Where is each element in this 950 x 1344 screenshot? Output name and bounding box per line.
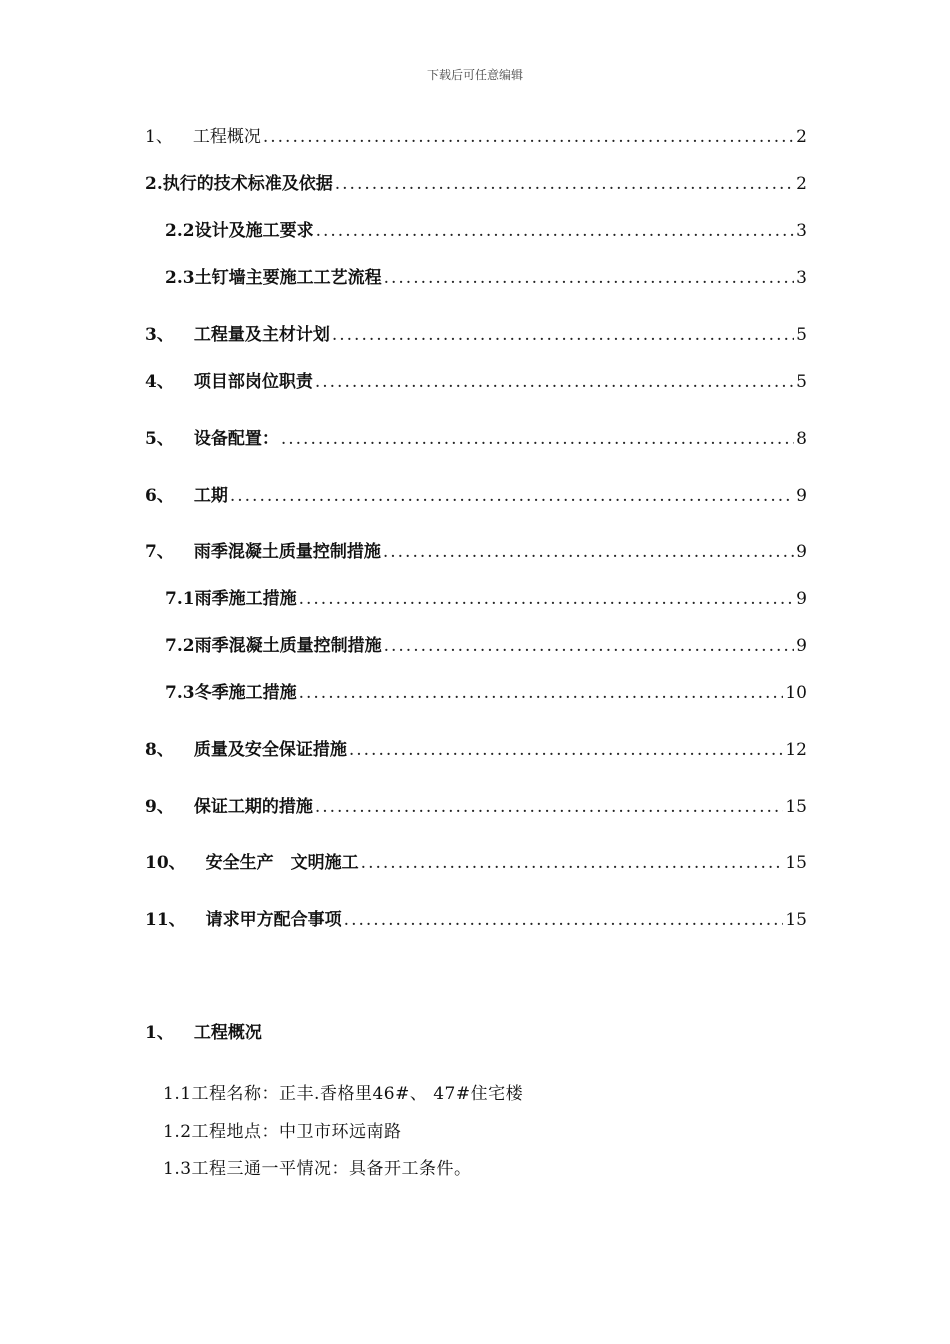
toc-entry-title: 请求甲方配合事项 bbox=[205, 910, 342, 930]
toc-entry-page-number: 9 bbox=[796, 542, 807, 562]
toc-entry-page-number: 8 bbox=[796, 429, 807, 449]
toc-entry-title: 7.2雨季混凝土质量控制措施 bbox=[165, 636, 382, 656]
toc-entry-number: 7、 bbox=[145, 542, 174, 562]
toc-entry bbox=[145, 852, 807, 874]
toc-entry bbox=[145, 909, 807, 931]
toc-entry-page-number: 15 bbox=[785, 797, 807, 817]
toc-dot-leader bbox=[230, 485, 794, 507]
toc-entry-title: 2.执行的技术标准及依据 bbox=[145, 174, 333, 194]
toc-entry bbox=[145, 485, 807, 507]
toc-entry bbox=[165, 267, 807, 289]
toc-entry-title: 工期 bbox=[193, 486, 228, 506]
toc-entry-page-number: 2 bbox=[796, 127, 807, 147]
toc-entry-title: 2.2设计及施工要求 bbox=[165, 221, 314, 241]
toc-entry-number: 9、 bbox=[145, 797, 174, 817]
toc-entry-number: 10、 bbox=[145, 853, 186, 873]
toc-entry-number: 8、 bbox=[145, 740, 174, 760]
toc-entry-title: 项目部岗位职责 bbox=[193, 372, 313, 392]
toc-entry-number: 1、 bbox=[145, 127, 173, 147]
toc-entry-title: 设备配置： bbox=[193, 429, 279, 449]
toc-entry-page-number: 9 bbox=[796, 589, 807, 609]
toc-entry-title: 保证工期的措施 bbox=[193, 797, 313, 817]
section-number: 1、 bbox=[145, 1023, 174, 1043]
page-header: 下载后可任意编辑 bbox=[426, 68, 523, 82]
toc-entry bbox=[145, 428, 807, 450]
toc-dot-leader bbox=[299, 588, 795, 610]
toc-entry-page-number: 3 bbox=[796, 221, 807, 241]
toc-entry-number: 11、 bbox=[145, 910, 186, 930]
toc-entry bbox=[145, 796, 807, 818]
toc-entry-title: 工程概况 bbox=[192, 127, 261, 147]
toc-entry-page-number: 2 bbox=[796, 174, 807, 194]
toc-entry-page-number: 9 bbox=[796, 486, 807, 506]
toc-entry-title: 安全生产 文明施工 bbox=[205, 853, 359, 873]
toc-entry-number: 6、 bbox=[145, 486, 174, 506]
toc-dot-leader bbox=[332, 324, 794, 346]
toc-entry bbox=[165, 682, 807, 704]
toc-entry-number: 5、 bbox=[145, 429, 174, 449]
toc-dot-leader bbox=[335, 173, 794, 195]
toc-entry-title: 2.3土钉墙主要施工工艺流程 bbox=[165, 268, 382, 288]
toc-entry bbox=[145, 173, 807, 195]
toc-entry-page-number: 12 bbox=[785, 740, 807, 760]
toc-dot-leader bbox=[384, 635, 795, 657]
toc-entry-page-number: 5 bbox=[796, 372, 807, 392]
toc-entry-page-number: 10 bbox=[785, 683, 807, 703]
site-readiness-line: 1.3工程三通一平情况：具备开工条件。 bbox=[163, 1159, 472, 1179]
toc-entry bbox=[165, 635, 807, 657]
toc-entry bbox=[145, 324, 807, 346]
toc-dot-leader bbox=[316, 220, 795, 242]
toc-dot-leader bbox=[384, 267, 795, 289]
project-location-line: 1.2工程地点：中卫市环远南路 bbox=[163, 1122, 402, 1142]
toc-dot-leader bbox=[299, 682, 784, 704]
toc-entry-page-number: 15 bbox=[785, 853, 807, 873]
toc-entry bbox=[165, 220, 807, 242]
toc-entry-title: 雨季混凝土质量控制措施 bbox=[193, 542, 381, 562]
toc-entry-number: 4、 bbox=[145, 372, 174, 392]
toc-entry bbox=[165, 588, 807, 610]
toc-dot-leader bbox=[315, 796, 784, 818]
toc-entry-page-number: 15 bbox=[785, 910, 807, 930]
toc-entry-page-number: 3 bbox=[796, 268, 807, 288]
toc-dot-leader bbox=[263, 126, 794, 148]
toc-entry bbox=[145, 739, 807, 761]
toc-entry-title: 7.1雨季施工措施 bbox=[165, 589, 297, 609]
toc-entry-title: 7.3冬季施工措施 bbox=[165, 683, 297, 703]
toc-entry-title: 质量及安全保证措施 bbox=[193, 740, 347, 760]
toc-dot-leader bbox=[349, 739, 784, 761]
toc-entry bbox=[145, 371, 807, 393]
toc-dot-leader bbox=[315, 371, 794, 393]
toc-entry-page-number: 5 bbox=[796, 325, 807, 345]
toc-entry-title: 工程量及主材计划 bbox=[193, 325, 330, 345]
toc-entry bbox=[145, 541, 807, 563]
toc-dot-leader bbox=[344, 909, 784, 931]
toc-entry-page-number: 9 bbox=[796, 636, 807, 656]
project-name-line: 1.1工程名称：正丰.香格里46#、 47#住宅楼 bbox=[163, 1084, 524, 1104]
section-heading bbox=[145, 1022, 262, 1044]
toc-entry-number: 3、 bbox=[145, 325, 174, 345]
toc-dot-leader bbox=[281, 428, 794, 450]
toc-entry bbox=[145, 126, 807, 148]
section-title: 工程概况 bbox=[193, 1023, 262, 1043]
toc-dot-leader bbox=[361, 852, 784, 874]
toc-dot-leader bbox=[383, 541, 794, 563]
